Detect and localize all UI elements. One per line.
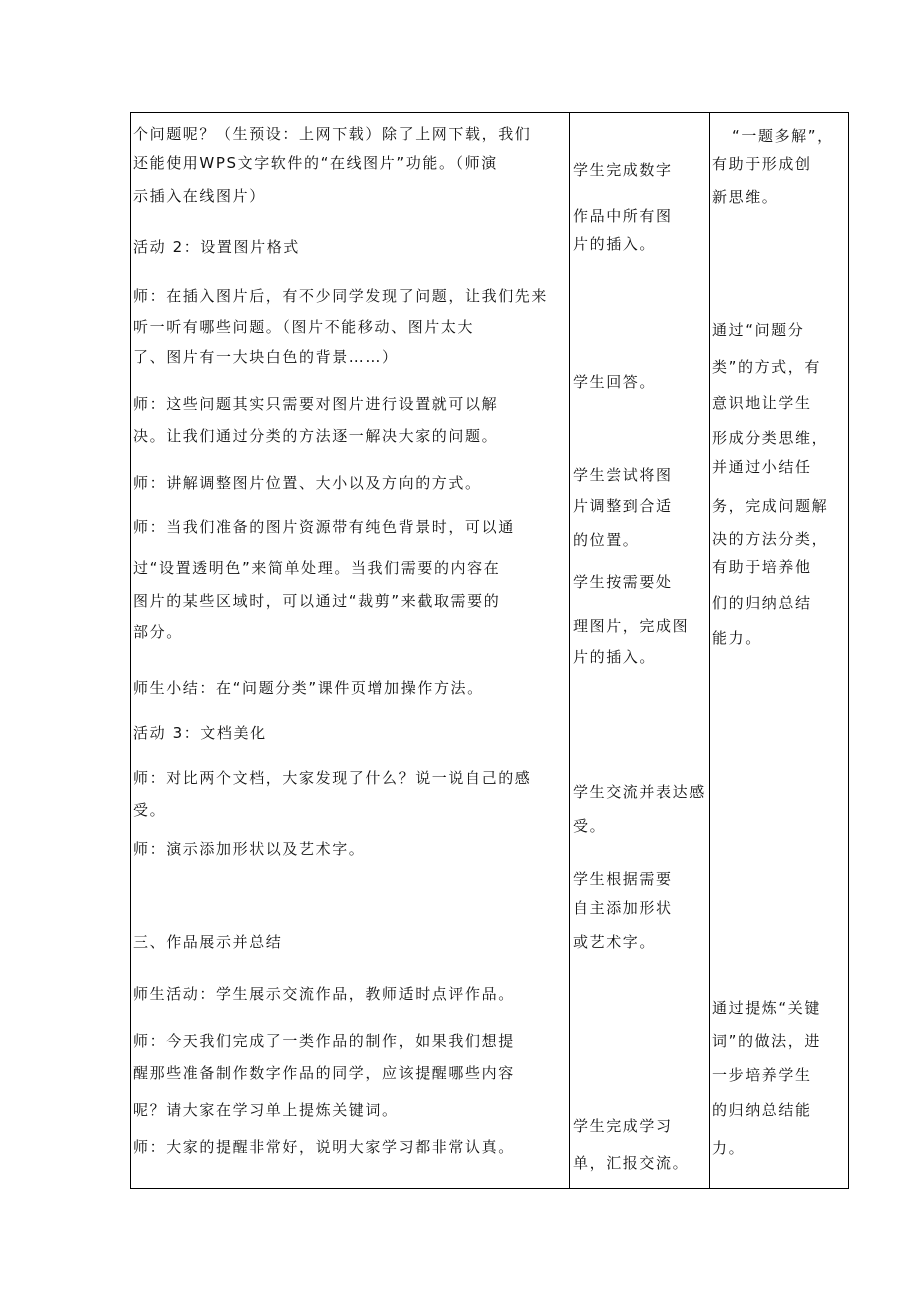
design-intent-line: 类”的方式，有: [712, 358, 821, 376]
lesson-plan-table: [130, 112, 849, 1189]
teacher-activity-line: 师：对比两个文档，大家发现了什么？说一说自己的感: [133, 769, 532, 787]
design-intent-line: 有助于培养他: [712, 558, 812, 576]
teacher-activity-line: 师生活动：学生展示交流作品，教师适时点评作品。: [133, 985, 515, 1003]
student-activity-line: 学生交流并表达感: [573, 783, 706, 801]
teacher-activity-line: 师：这些问题其实只需要对图片进行设置就可以解: [133, 395, 499, 413]
student-activity-line: 作品中所有图: [573, 207, 673, 225]
column-divider: [709, 112, 710, 1189]
student-activity-line: 学生回答。: [573, 373, 657, 391]
teacher-activity-line: 醒那些准备制作数字作品的同学，应该提醒哪些内容: [133, 1064, 515, 1082]
design-intent-line: 并通过小结任: [712, 458, 812, 476]
teacher-activity-line: 部分。: [133, 623, 183, 641]
teacher-activity-line: 师：讲解调整图片位置、大小以及方向的方式。: [133, 474, 482, 492]
teacher-activity-line: 呢？请大家在学习单上提炼关键词。: [133, 1101, 399, 1119]
student-activity-line: 学生根据需要: [573, 870, 673, 888]
activity-heading: 活动 2：设置图片格式: [133, 238, 300, 256]
student-activity-line: 学生完成学习: [573, 1117, 673, 1135]
student-activity-line: 的位置。: [573, 531, 640, 549]
student-activity-line: 学生完成数字: [573, 161, 673, 179]
section-heading: 三、作品展示并总结: [133, 933, 283, 951]
student-activity-line: 自主添加形状: [573, 899, 673, 917]
design-intent-line: 的归纳总结能: [712, 1101, 812, 1119]
design-intent-line: 能力。: [712, 629, 762, 647]
teacher-activity-line: 师生小结：在“问题分类”课件页增加操作方法。: [133, 679, 484, 697]
teacher-activity-line: 听一听有哪些问题。（图片不能移动、图片太大: [133, 318, 475, 336]
design-intent-line: 一步培养学生: [712, 1066, 812, 1084]
teacher-activity-line: 师：大家的提醒非常好，说明大家学习都非常认真。: [133, 1138, 515, 1156]
teacher-activity-line: 师：今天我们完成了一类作品的制作，如果我们想提: [133, 1032, 515, 1050]
design-intent-line: 新思维。: [712, 188, 779, 206]
teacher-activity-line: 示插入在线图片）: [133, 187, 266, 205]
teacher-activity-line: 受。: [133, 801, 167, 819]
student-activity-line: 单，汇报交流。: [573, 1154, 690, 1172]
student-activity-line: 片调整到合适: [573, 497, 673, 515]
teacher-activity-line: 决。让我们通过分类的方法逐一解决大家的问题。: [133, 427, 499, 445]
student-activity-line: 片的插入。: [573, 648, 657, 666]
design-intent-line: 有助于形成创: [712, 155, 812, 173]
teacher-activity-line: 师：演示添加形状以及艺术字。: [133, 840, 366, 858]
teacher-activity-line: 个问题呢？（生预设：上网下载）除了上网下载，我们: [133, 125, 532, 143]
teacher-activity-line: 图片的某些区域时，可以通过“裁剪”来截取需要的: [133, 592, 501, 610]
column-divider: [569, 112, 570, 1189]
design-intent-line: 形成分类思维，: [712, 429, 829, 447]
design-intent-line: “一题多解”，: [732, 127, 834, 145]
student-activity-line: 受。: [573, 817, 607, 835]
teacher-activity-line: 还能使用WPS文字软件的“在线图片”功能。（师演: [133, 154, 498, 172]
student-activity-line: 理图片，完成图: [573, 617, 690, 635]
design-intent-line: 力。: [712, 1139, 746, 1157]
design-intent-line: 意识地让学生: [712, 394, 812, 412]
teacher-activity-line: 了、图片有一大块白色的背景……）: [133, 348, 399, 366]
teacher-activity-line: 师：在插入图片后，有不少同学发现了问题，让我们先来: [133, 287, 549, 305]
student-activity-line: 学生按需要处: [573, 573, 673, 591]
teacher-activity-line: 过“设置透明色”来简单处理。当我们需要的内容在: [133, 559, 501, 577]
design-intent-line: 决的方法分类，: [712, 530, 829, 548]
student-activity-line: 片的插入。: [573, 235, 657, 253]
design-intent-line: 词”的做法，进: [712, 1032, 821, 1050]
design-intent-line: 通过“问题分: [712, 321, 805, 339]
activity-heading: 活动 3：文档美化: [133, 724, 267, 742]
teacher-activity-line: 师：当我们准备的图片资源带有纯色背景时，可以通: [133, 518, 515, 536]
design-intent-line: 们的归纳总结: [712, 594, 812, 612]
design-intent-line: 通过提炼“关键: [712, 999, 821, 1017]
student-activity-line: 学生尝试将图: [573, 466, 673, 484]
design-intent-line: 务，完成问题解: [712, 497, 829, 515]
student-activity-line: 或艺术字。: [573, 933, 657, 951]
